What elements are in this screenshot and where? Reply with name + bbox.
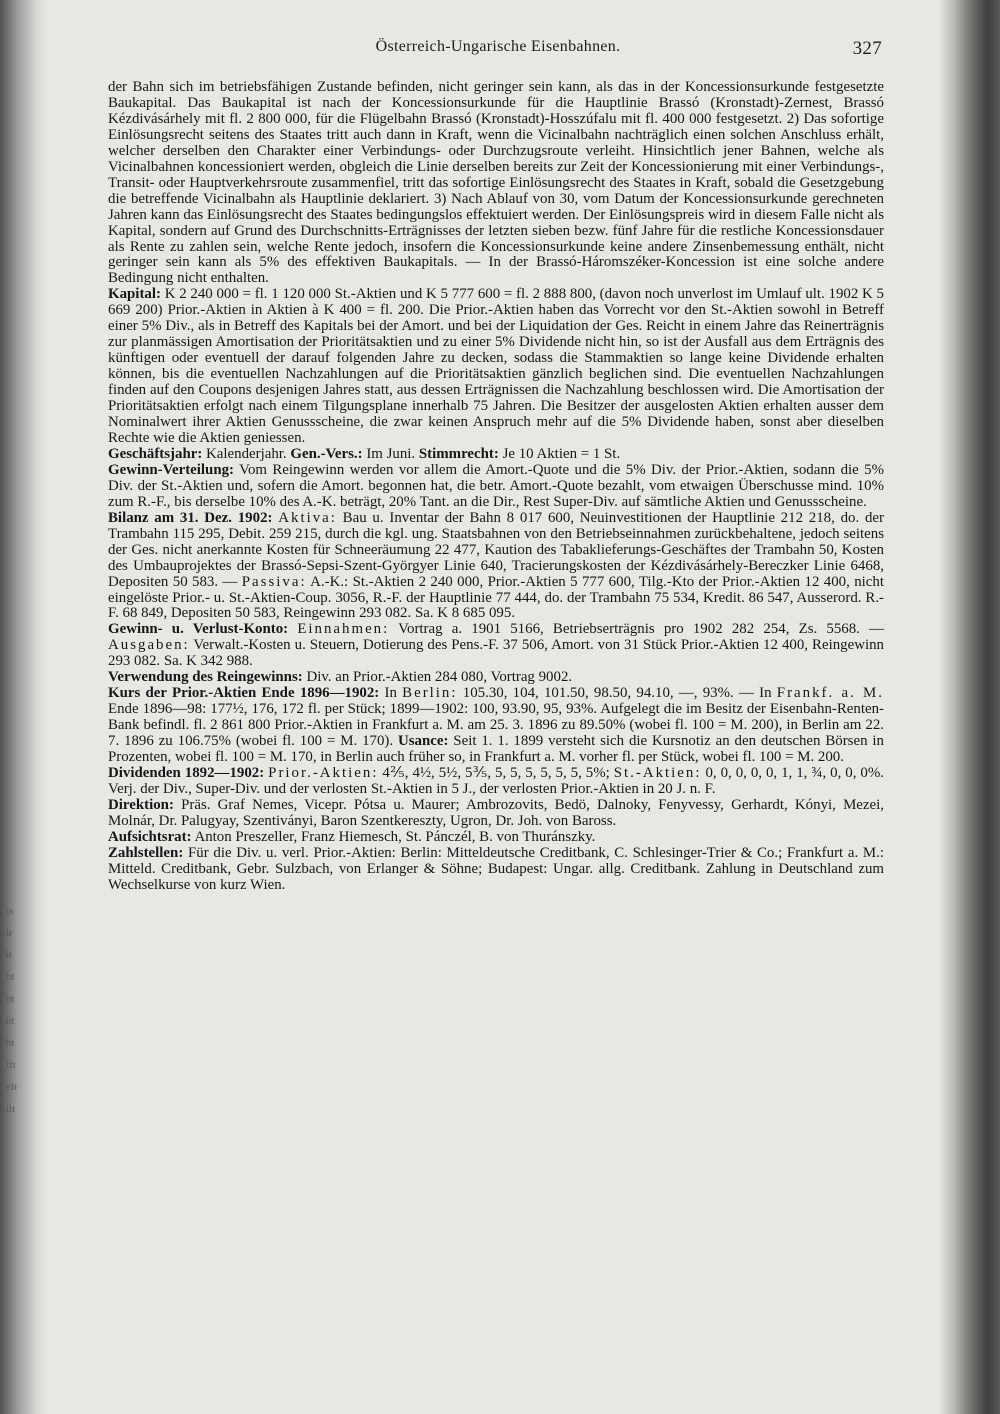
section-label: Dividenden 1892—1902: [108, 764, 265, 781]
paragraph [108, 622, 884, 670]
margin-mark: elt [6, 1081, 17, 1093]
page-number: 327 [852, 38, 882, 59]
text-run: Vom Reingewinn werden vor allem die Amort.-Quote und die 5% Div. der Prior.-Aktien, sodann die 5% Div. der St.-Aktien und, sofern die Amort. begonnen hat, die betr. Amort.-Quote bezahlt, vom etwaigen Überschusse mind. 10% zum R.-F., bis derselbe 10% des A.-K. beträgt, 20% Tant. an die Dir., Rest Super-Div. auf sämtliche Aktien und Genussscheine. [108, 461, 884, 510]
right-edge-shadow [938, 0, 1000, 1414]
paragraph [108, 287, 884, 447]
paragraph [108, 511, 884, 623]
paragraph [108, 670, 884, 686]
margin-mark: ht [6, 993, 15, 1005]
spaced-sublabel: Einnahmen: [297, 621, 390, 638]
text-run: Je 10 Aktien = 1 St. [498, 445, 621, 462]
text-run: A.-K.: St.-Aktien 2 240 000, Prior.-Aktien 5 777 600, Tilg.-Kto der Prior.-Aktien 12 400, nicht eingelöste Prior.- u. St.-Aktien-Coup. 3056, R.-F. der Hauptlinie 77 444, do. der Trambahn 75 534, Kredit. 86 547, Ausserord. R.-F. 68 849, Depositen 50 583, Reingewinn 293 082. Sa. K 8 685 095. [108, 573, 884, 622]
spaced-sublabel: Ausgaben: [108, 637, 190, 654]
text-run: K 2 240 000 = fl. 1 120 000 St.-Aktien und K 5 777 600 = fl. 2 888 800, (davon noch unverlost im Umlauf ult. 1902 K 5 669 200) Prior.-Aktien in Aktien à K 400 = fl. 200. Die Prior.-Aktien haben das Vorrecht vor den St.-Aktien sowohl in Betreff einer 5% Div., als in Betreff des Kapitals bei der Amort. und bei der Liquidation der Ges. Reicht in einem Jahre das Reinerträgnis zur planmässigen Amortisation der Prioritätsaktien und zu einer 5% Dividende nicht hin, so ist der Ausfall aus dem Erträgnis des künftigen oder eventuell der darauf folgenden Jahre zu decken, sodass die Stammaktien so lange keine Dividende erhalten können, bis die eventuellen Nachzahlungen auf die Prioritätsaktien gänzlich beglichen sind. Die eventuellen Nachzahlungen finden auf den Coupons desjenigen Jahres statt, aus dessen Erträgnissen die Nachzahlung beschlossen wird. Die Amortisation der Prioritätsaktien erfolgt nach einem Tilgungsplane innerhalb 75 Jahren. Die Besitzer der ausgelosten Aktien erhalten ausser dem Nominalwert ihrer Aktien Genussscheine, die zwar keinen Anspruch mehr auf die 5% Dividende haben, sonst aber dieselben Rechte wie die Aktien geniessen. [108, 286, 884, 446]
text-run [288, 621, 297, 637]
margin-mark: ts [6, 905, 14, 917]
running-head [108, 38, 888, 64]
article-body [108, 80, 884, 894]
section-label: Verwendung des Reingewinns: [108, 669, 303, 686]
section-label: Zahlstellen: [108, 844, 184, 861]
text-run: Im Juni. [362, 445, 419, 462]
text-run: Verwalt.-Kosten u. Steuern, Dotierung des Pens.-F. 37 506, Amort. von 31 Stück Prior.-Aktien 12 400, Reingewinn 293 082. Sa. K 342 988. [108, 637, 884, 670]
running-title: Österreich-Ungarische Eisenbahnen. [375, 38, 621, 55]
margin-mark: ilt [6, 1103, 16, 1115]
text-run: Präs. Graf Nemes, Vicepr. Pótsa u. Maurer; Ambrozovits, Bedö, Dalnoky, Fenyvessy, Gerhardt, Kónyi, Mezei, Molnár, Dr. Palugyay, Szentiványi, Baron Szentkereszty, Ugron, Dr. Joh. von Baross. [108, 796, 884, 829]
margin-mark: ht [6, 971, 15, 983]
paragraph [108, 80, 884, 287]
text-run: Bau u. Inventar der Bahn 8 017 600, Neuinvestitionen der Hauptlinie 212 218, do. der Trambahn 115 295, Debit. 259 215, durch die kgl. ung. Staatsbahnen von den Betriebseinnahmen zurückbehaltene, jedoch seitens der Ges. nicht anerkannte Kosten für Schneeräumung 22 477, Kaution des Tabaklieferungs-Geschäftes der Trambahn 50, Kosten des Umbauprojektes der Brassó-Sepsi-Szent-Györgyer Linie 640, Tracierungskosten der Kézdivásárhely-Bereczker Linie 6468, Depositen 50 583. — [108, 509, 884, 590]
paragraph [108, 447, 884, 463]
section-label: Gewinn-Verteilung: [108, 461, 235, 478]
spaced-sublabel: Aktiva: [278, 509, 337, 526]
text-run: 4⅖, 4½, 5½, 5⅗, 5, 5, 5, 5, 5, 5, 5%; [378, 764, 614, 781]
section-label: Usance: [397, 733, 449, 750]
section-label: Aufsichtsrat: [108, 828, 192, 845]
section-label: Direktion: [108, 796, 174, 813]
section-label: Kapital: [108, 286, 161, 303]
paragraph [108, 463, 884, 511]
text-run: In [379, 685, 403, 702]
text-run: Seit 1. 1. 1899 versteht sich die Kursnotiz an den deutschen Börsen in Prozenten, wobei fl. 100 = M. 170, in Berlin auch früher so, in Frankfurt a. M. vorher fl. per Stück, wobei fl. 100 = M. 200. [108, 733, 884, 766]
paragraph [108, 798, 884, 830]
text-run: Ende 1896—98: 177½, 176, 172 fl. per Stück; 1899—1902: 100, 93.90, 95, 93%. Aufgelegt die im Besitz der Eisenbahn-Renten-Bank befindl. fl. 2 861 800 Prior.-Aktien in Frankfurt a. M. am 25. 3. 1896 zu 89.50% (wobei fl. 100 = M. 200), in Berlin am 22. 7. 1896 zu 106.75% (wobei fl. 100 = M. 170). [108, 701, 884, 750]
spaced-sublabel: Passiva: [241, 573, 307, 590]
margin-mark: ht [6, 1037, 15, 1049]
text-run: 105.30, 104, 101.50, 98.50, 94.10, —, 93%. — In [457, 685, 777, 702]
paragraph [108, 686, 884, 766]
margin-mark: ht [6, 1015, 15, 1027]
spaced-sublabel: Berlin: [402, 685, 458, 702]
text-run: Anton Preszeller, Franz Hiemesch, St. Pánczél, B. von Thuránszky. [191, 828, 596, 845]
section-label: Bilanz am 31. Dez. 1902: [108, 509, 273, 526]
margin-mark: ift [6, 1059, 16, 1071]
margin-mark: it [6, 949, 13, 961]
spaced-sublabel: Frankf. a. M. [776, 685, 884, 702]
text-run: Kalenderjahr. [202, 445, 291, 462]
section-label: Kurs der Prior.-Aktien Ende 1896—1902: [108, 685, 380, 702]
spaced-sublabel: St.-Aktien: [613, 764, 702, 781]
text-run: Vortrag a. 1901 5166, Betriebserträgnis pro 1902 282 254, Zs. 5568. — [389, 621, 884, 638]
section-label: Geschäftsjahr: [108, 445, 203, 462]
bleed-through-marks [6, 900, 30, 1120]
section-label: Gewinn- u. Verlust-Konto: [108, 621, 289, 638]
paragraph [108, 766, 884, 798]
left-gutter-shadow [0, 0, 48, 1414]
text-run: Für die Div. u. verl. Prior.-Aktien: Berlin: Mitteldeutsche Creditbank, C. Schlesinger-Trier & Co.; Frankfurt a. M.: Mitteld. Creditbank, Gebr. Sulzbach, von Erlanger & Söhne; Budapest: Ungar. allg. Creditbank. Zahlung in Deutschland zum Wechselkurse von kurz Wien. [108, 844, 884, 893]
margin-mark: ir [6, 927, 13, 939]
text-run: 0, 0, 0, 0, 0, 1, 1, ¾, 0, 0, 0%. Verj. der Div., Super-Div. und der verlosten St.-Aktien in 5 J., der verlosten Prior.-Aktien in 20 J. n. F. [108, 764, 884, 797]
paragraph [108, 830, 884, 846]
paragraph [108, 846, 884, 894]
spaced-sublabel: Prior.-Aktien: [268, 764, 379, 781]
section-label: Gen.-Vers.: [290, 445, 363, 462]
text-run: Div. an Prior.-Aktien 284 080, Vortrag 9002. [302, 669, 573, 686]
section-label: Stimmrecht: [418, 445, 499, 462]
text-run: der Bahn sich im betriebsfähigen Zustande befinden, nicht geringer sein kann, als das in der Koncessionsurkunde festgesetzte Baukapital. Das Baukapital ist nach der Koncessionsurkunde für die Hauptlinie Brassó (Kronstadt)-Zernest, Brassó Kézdivásárhely mit fl. 2 800 000, für die Flügelbahn Brassó (Kronstadt)-Hosszúfalu mit fl. 400 000 festgesetzt. 2) Das sofortige Einlösungsrecht seitens des Staates tritt auch dann in Kraft, wenn die Vicinalbahn nachträglich einen solchen Anschluss erhält, welcher derselben den Charakter einer Verbindungs- oder Durchzugsroute verleiht. Hinsichtlich jener Bahnen, welche als Vicinalbahnen koncessioniert werden, obgleich die Linie derselben bereits zur Zeit der Koncessionierung mit einer Verbindungs-, Transit- oder Hauptverkehrsroute zusammenfiel, tritt das sofortige Einlösungsrecht des Staates in Kraft, sobald die Gesetzgebung die betreffende Vicinalbahn als Hauptlinie deklariert. 3) Nach Ablauf von 30, vom Datum der Koncessionsurkunde gerechneten Jahren kann das Einlösungsrecht des Staates bedingungslos effektuiert werden. Der Einlösungspreis wird in diesem Falle nicht als Kapital, sondern auf Grund des Durchschnitts-Erträgnisses der letzten sieben bezw. fünf Jahre für die restliche Koncessionsdauer als Rente zu zahlen sein, welche Rente jedoch, insofern die Koncessionsurkunde keine andere Zinsenbemessung enthält, nicht geringer sein kann als 5% des effektiven Baukapitals. — In der Brassó-Háromszéker-Koncession ist eine solche andere Bedingung nicht enthalten. [108, 79, 884, 287]
